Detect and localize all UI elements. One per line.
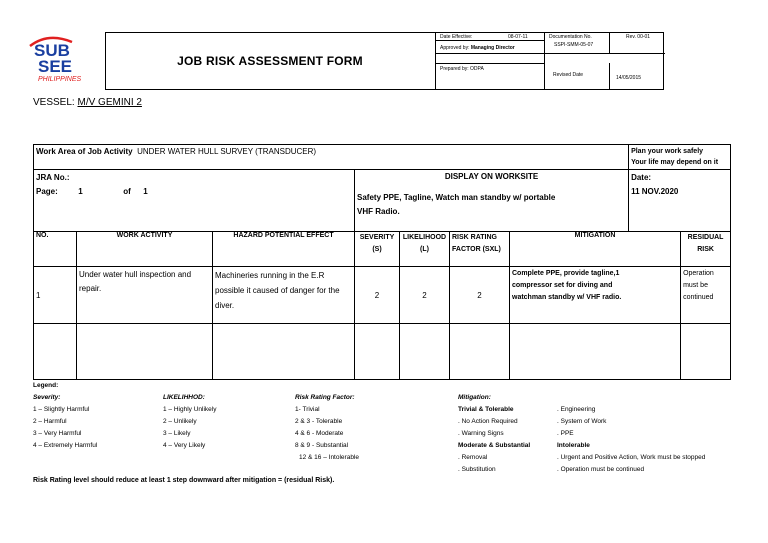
form-title: JOB RISK ASSESSMENT FORM (177, 54, 363, 68)
legend-severity-item: 2 – Harmful (33, 418, 67, 425)
legend-severity-item: 4 – Extremely Harmful (33, 442, 98, 449)
documentation-value: SSPI-SMM-05-07 (554, 42, 594, 48)
row-risk-rating: 2 (450, 267, 510, 324)
col-likelihood: LIKELIHOOD (L) (400, 232, 450, 267)
risk-assessment-table (33, 144, 731, 380)
legend-mitigation (458, 392, 530, 476)
vessel-value: M/V GEMINI 2 (77, 97, 142, 108)
legend-likelihood-title: LIKELIHHOD: (163, 394, 205, 401)
revised-date-value: 14/05/2015 (616, 75, 642, 81)
date-effective-value: 08-07-11 (508, 34, 528, 40)
legend-footer-note: Risk Rating level should reduce at least 1 step downward after mitigation = (residual Risk). (33, 477, 335, 484)
col-work-activity: WORK ACTIVITY (77, 232, 213, 267)
approved-label: Approved by: (440, 45, 470, 51)
vessel-label: VESSEL: (33, 97, 75, 108)
revised-date-label: Revised Date (553, 72, 584, 78)
date-label: Date: (631, 173, 652, 182)
page-info (36, 185, 352, 199)
legend-mit-item: Moderate & Substantial (458, 442, 531, 449)
col-risk-rating: RISK RATING FACTOR (SXL) (450, 232, 510, 267)
jra-cell (34, 170, 355, 232)
legend-mit-item: . Urgent and Positive Action, Work must be stopped (557, 454, 706, 461)
plan-line-2: Your life may depend on it (631, 159, 719, 166)
legend-rrf-item: 8 & 9 - Substantial (295, 442, 349, 449)
documentation-label: Documentation No. (549, 34, 592, 40)
date-cell (629, 170, 731, 232)
company-logo (28, 36, 100, 84)
legend-rrf-title: Risk Rating Factor: (295, 394, 355, 401)
table-row-empty (34, 324, 731, 380)
vessel-line (33, 97, 142, 108)
legend-likelihood-item: 3 – Likely (163, 430, 191, 437)
legend-rrf-item: 4 & 6 - Moderate (295, 430, 344, 437)
revision-label: Rev. 00-01 (626, 34, 651, 40)
legend-mit-item: Intolerable (557, 442, 590, 449)
logo-sub-text: PHILIPPINES (38, 76, 82, 83)
work-area-label: Work Area of Job Activity (36, 147, 133, 156)
row-mitigation: Complete PPE, provide tagline,1 compressor set for diving and watchman standby w/ VHF radio. (510, 267, 681, 324)
legend-mit-item: . System of Work (557, 418, 607, 425)
row-hazard: Machineries running in the E.R possible it caused of danger for the diver. (213, 267, 355, 324)
col-hazard: HAZARD POTENTIAL EFFECT (213, 232, 355, 267)
legend-rrf-item: 12 & 16 – Intolerable (299, 454, 359, 461)
row-residual: Operation must be continued (681, 267, 731, 324)
legend-mit-item: . Substitution (458, 466, 496, 473)
work-area-cell (34, 145, 629, 170)
approved-value: Managing Director (470, 45, 515, 51)
of-label: of (123, 187, 131, 196)
logo-top-text: SUB (34, 41, 70, 60)
jra-label: JRA No.: (36, 173, 70, 182)
legend-mit-item: . Warning Signs (458, 430, 504, 437)
legend-mit-item: . No Action Required (458, 418, 518, 425)
legend-mit-item: Trivial & Tolerable (458, 406, 514, 413)
logo-bottom-text: SEE (38, 57, 73, 76)
legend-rrf-item: 2 & 3 - Tolerable (295, 418, 343, 425)
legend-likelihood (163, 392, 216, 452)
approved-by (440, 45, 515, 51)
legend-mit-item: . PPE (557, 430, 574, 437)
legend-severity-item: 1 – Slightly Harmful (33, 406, 90, 413)
legend-likelihood-item: 1 – Highly Unlikely (163, 406, 217, 413)
col-residual: RESIDUAL RISK (681, 232, 731, 267)
date-effective-label: Date Effective: (440, 34, 473, 40)
legend-likelihood-item: 4 – Very Likely (163, 442, 206, 449)
plan-line-1: Plan your work safely (631, 148, 704, 155)
header-info-grid (435, 32, 664, 90)
display-label: DISPLAY ON WORKSITE (444, 172, 539, 181)
column-header-row (34, 232, 731, 267)
table-row (34, 267, 731, 324)
legend-mitigation-col2 (557, 404, 705, 476)
row-severity: 2 (355, 267, 400, 324)
row-no: 1 (34, 267, 77, 324)
legend-mit-item: . Operation must be continued (557, 466, 645, 473)
row-likelihood: 2 (400, 267, 450, 324)
legend-severity (33, 392, 97, 452)
legend-likelihood-item: 2 – Unlikely (163, 418, 197, 425)
work-area-value: UNDER WATER HULL SURVEY (TRANSDUCER) (137, 147, 317, 156)
legend-risk-rating (295, 392, 359, 464)
plan-safely-cell (629, 145, 731, 170)
legend-mit-item: . Engineering (557, 406, 596, 413)
row-work-activity: Under water hull inspection and repair. (77, 267, 213, 324)
legend-mit-item: . Removal (458, 454, 488, 461)
col-severity: SEVERITY (S) (355, 232, 400, 267)
jra-row (34, 170, 731, 232)
prepared-by: Prepared by: ODPA (440, 66, 484, 72)
page-label: Page: (36, 187, 58, 196)
legend-severity-item: 3 – Very Harmful (33, 430, 82, 437)
work-area-row (34, 145, 731, 170)
legend-severity-title: Severity: (33, 394, 61, 401)
of-value: 1 (143, 187, 148, 196)
col-no: NO. (34, 232, 77, 267)
display-cell (355, 170, 629, 232)
date-value: 11 NOV.2020 (631, 187, 679, 196)
col-mitigation: MITIGATION (510, 232, 681, 267)
page-value: 1 (78, 187, 83, 196)
legend-rrf-item: 1- Trivial (295, 406, 320, 413)
legend-mitigation-title: Mitigation: (458, 394, 491, 401)
legend-title: Legend: (33, 382, 59, 389)
display-text: Safety PPE, Tagline, Watch man standby w/ portable VHF Radio. (357, 193, 556, 216)
